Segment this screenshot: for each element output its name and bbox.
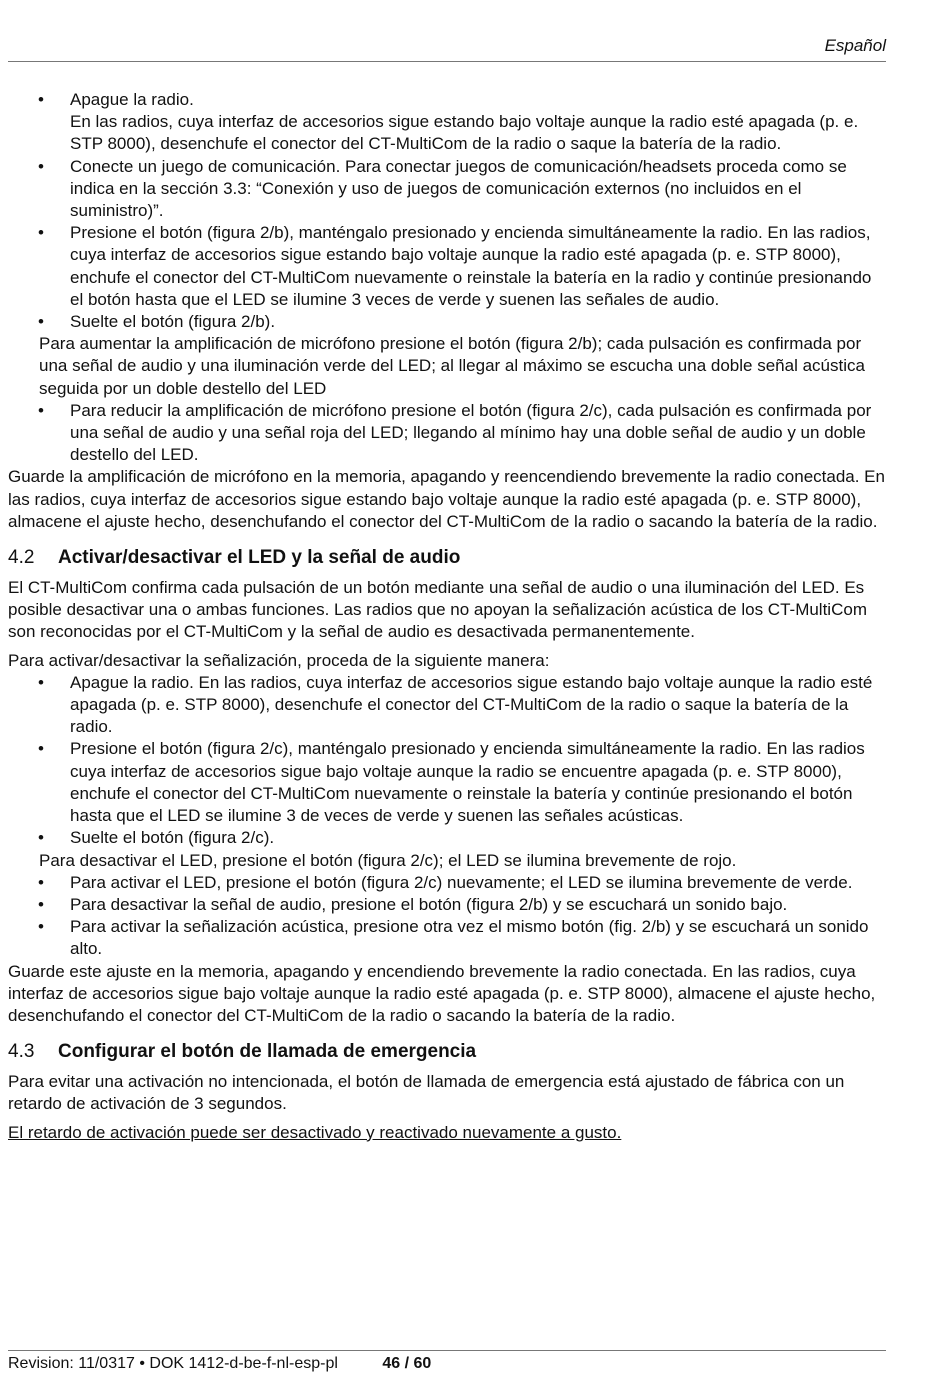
signaling-options-list: [8, 872, 886, 961]
increase-amplification-paragraph: Para aumentar la amplificación de micrófono presione el botón (figura 2/b); cada pulsación es confirmada por una señal de audio y una iluminación verde del LED; al llegar al máximo se escucha una doble señal acústica seguida por un doble destello del LED: [39, 334, 865, 398]
step-text: Apague la radio.: [70, 90, 194, 109]
step-text: Presione el botón (figura 2/c), manténgalo presionado y encienda simultáneamente la radio. En las radios cuya interfaz de accesorios sigue bajo voltaje aunque la radio se encuentre apagada (p. e. STP 8000), enchufe el conector del CT-MultiCom nuevamente o reinstale la batería y continúe presionando el botón hasta que el LED se ilumine 3 de veces de verde y suenen las señales acústicas.: [70, 739, 865, 826]
step-text: Conecte un juego de comunicación. Para conectar juegos de comunicación/headsets proceda como se indica en la sección 3.3: “Conexión y uso de juegos de comunicación externos (no incluidos en el suministro)”.: [70, 156, 847, 221]
list-item: [8, 827, 886, 849]
page-number: 46 / 60: [382, 1355, 432, 1372]
emergency-delay-note: El retardo de activación puede ser desactivado y reactivado nuevamente a gusto.: [8, 1122, 622, 1142]
reduce-list: [8, 400, 886, 467]
step-text: Suelte el botón (figura 2/c).: [70, 828, 275, 848]
list-item: [8, 156, 886, 223]
option-text: Para activar el LED, presione el botón (figura 2/c) nuevamente; el LED se ilumina brevemente de verde.: [70, 872, 853, 892]
signaling-steps-list: [8, 672, 886, 850]
header-language: Español: [824, 36, 886, 55]
section-title: Activar/desactivar el LED y la señal de audio: [58, 547, 461, 569]
page-header: [8, 36, 886, 62]
section-number: 4.3: [8, 1041, 35, 1063]
revision-text: Revision: 11/0317 • DOK 1412-d-be-f-nl-esp-pl: [8, 1355, 338, 1372]
step-text: Apague la radio. En las radios, cuya interfaz de accesorios sigue estando bajo voltaje aunque la radio esté apagada (p. e. STP 8000), desenchufe el conector del CT-MultiCom de la radio o saque la batería de la radio.: [70, 672, 873, 737]
setup-steps-list: [8, 89, 886, 333]
step-text: Suelte el botón (figura 2/b).: [70, 312, 276, 332]
reduce-text: Para reducir la amplificación de micrófono presione el botón (figura 2/c), cada pulsación es confirmada por una señal de audio y una señal roja del LED; llegando al mínimo hay una doble señal de audio y un doble destello del LED.: [70, 400, 872, 465]
list-item: [8, 89, 886, 156]
list-item: [8, 311, 886, 333]
page-footer: [8, 1350, 886, 1373]
list-item: [8, 872, 886, 894]
section-number: 4.2: [8, 547, 35, 569]
section-title: Configurar el botón de llamada de emergencia: [58, 1041, 477, 1063]
proceed-paragraph: Para activar/desactivar la señalización, proceda de la siguiente manera:: [8, 650, 550, 670]
section-heading-4-2: [8, 545, 886, 571]
deactivate-led-paragraph: Para desactivar el LED, presione el botón (figura 2/c); el LED se ilumina brevemente de rojo.: [39, 850, 737, 870]
save-setting-paragraph: Guarde este ajuste en la memoria, apagando y encendiendo brevemente la radio conectada. En las radios, cuya interfaz de accesorios sigue bajo voltaje aunque la radio esté apagada (p. e. STP 8000), almacene el ajuste hecho, desenchufando el conector del CT-MultiCom de la radio o sacando la batería de la radio.: [8, 961, 876, 1025]
list-item: [8, 672, 886, 739]
step-subtext: En las radios, cuya interfaz de accesorios sigue estando bajo voltaje aunque la radio esté apagada (p. e. STP 8000), desenchufe el conector del CT-MultiCom de la radio o saque la batería de la radio.: [70, 112, 859, 154]
list-item: [8, 400, 886, 467]
list-item: [8, 916, 886, 960]
list-item: [8, 738, 886, 827]
list-item: [8, 222, 886, 311]
list-item: [8, 894, 886, 916]
page-content: [8, 89, 886, 1144]
emergency-delay-paragraph: Para evitar una activación no intencionada, el botón de llamada de emergencia está ajustado de fábrica con un retardo de activación de 3 segundos.: [8, 1072, 845, 1114]
option-text: Para desactivar la señal de audio, presione el botón (figura 2/b) y se escuchará un sonido bajo.: [70, 894, 788, 914]
step-text: Presione el botón (figura 2/b), manténgalo presionado y encienda simultáneamente la radio. En las radios, cuya interfaz de accesorios sigue estando bajo voltaje aunque la radio esté apagada (p. e. STP 8000), enchufe el conector del CT-MultiCom nuevamente o reinstale la batería en la radio y continúe presionando el botón hasta que el LED se ilumine 3 veces de verde y suenen las señales de audio.: [70, 223, 872, 309]
save-amplification-paragraph: Guarde la amplificación de micrófono en la memoria, apagando y reencendiendo brevemente la radio conectada. En las radios, cuya interfaz de accesorios sigue estando bajo voltaje aunque la radio esté apagada (p. e. STP 8000), almacene el ajuste hecho, desenchufando el conector del CT-MultiCom de la radio o sacando la batería de la radio.: [8, 467, 885, 531]
section-heading-4-3: [8, 1039, 886, 1065]
section-intro-paragraph: El CT-MultiCom confirma cada pulsación de un botón mediante una señal de audio o una iluminación del LED. Es posible desactivar una o ambas funciones. Las radios que no apoyan la señalización acústica de los CT-MultiCom son reconocidas por el CT-MultiCom y la señal de audio es desactivada permanentemente.: [8, 578, 867, 642]
option-text: Para activar la señalización acústica, presione otra vez el mismo botón (fig. 2/b) y se escuchará un sonido alto.: [70, 917, 869, 959]
